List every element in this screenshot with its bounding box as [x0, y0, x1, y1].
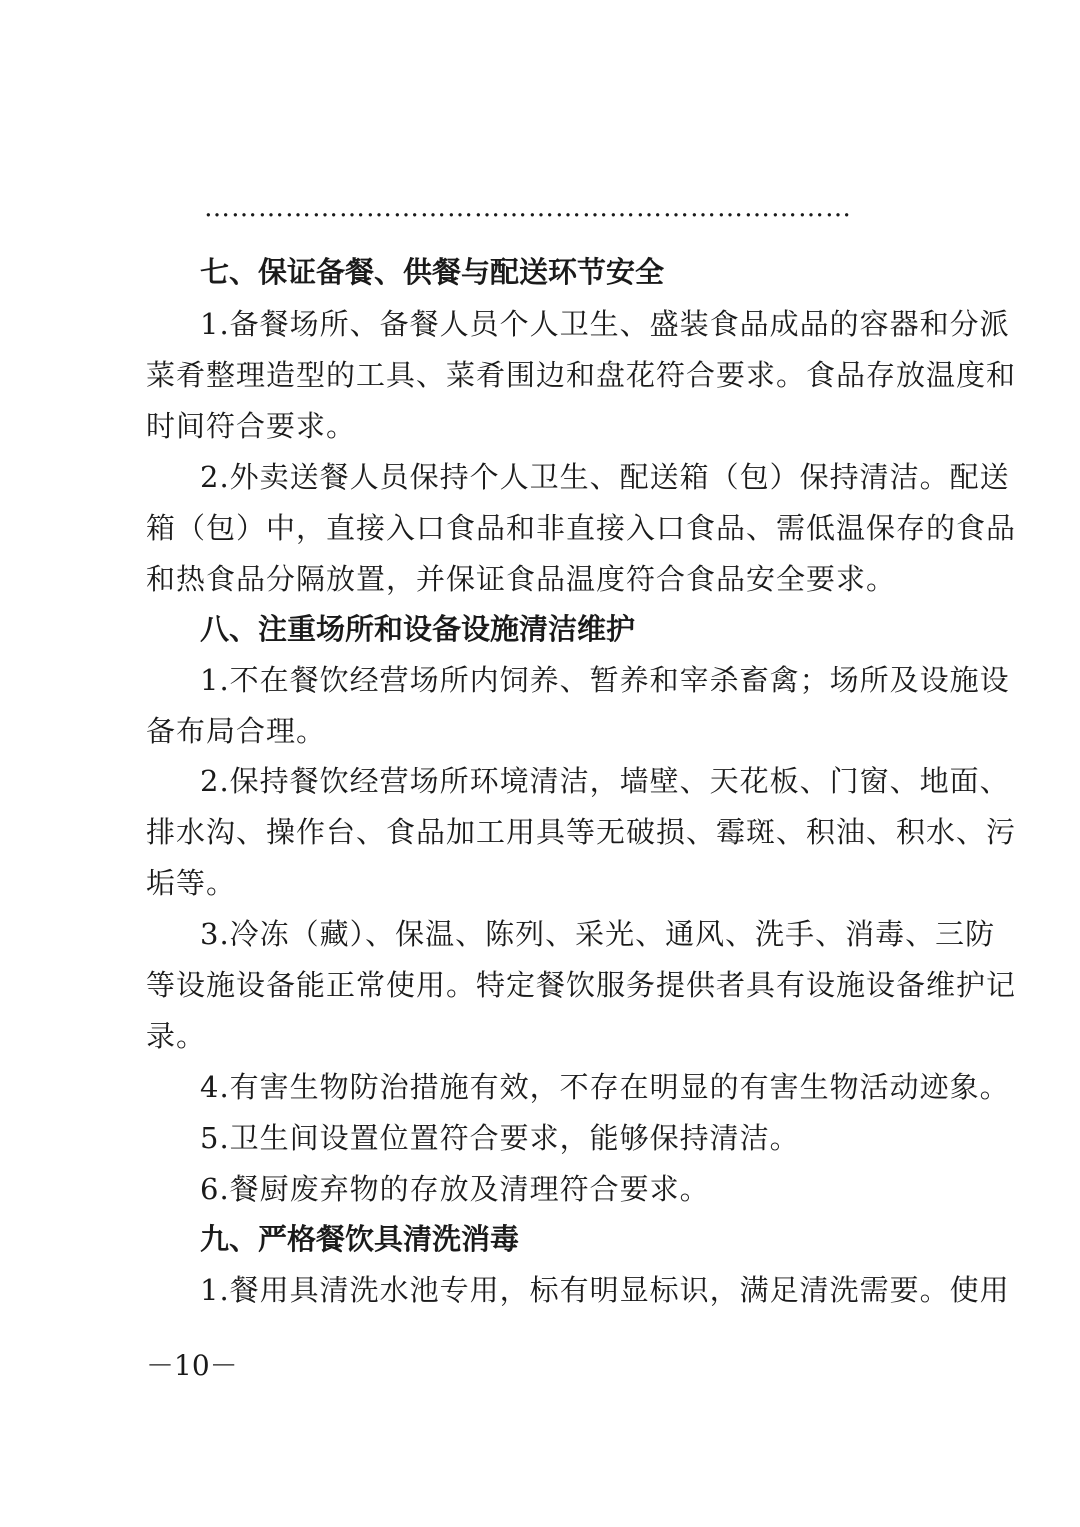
paragraph-line: 排水沟、操作台、食品加工用具等无破损、霉斑、积油、积水、污 [146, 815, 1017, 849]
paragraph-line: 1.不在餐饮经营场所内饲养、暂养和宰杀畜禽；场所及设施设 [200, 663, 1010, 697]
paragraph-line: 1.餐用具清洗水池专用，标有明显标识，满足清洗需要。使用 [200, 1273, 1010, 1307]
paragraph-line: 4.有害生物防治措施有效，不存在明显的有害生物活动迹象。 [200, 1070, 1010, 1104]
section-heading-7: 七、保证备餐、供餐与配送环节安全 [200, 255, 665, 289]
paragraph-line: 等设施设备能正常使用。特定餐饮服务提供者具有设施设备维护记 [146, 968, 1017, 1002]
paragraph-line: 2.外卖送餐人员保持个人卫生、配送箱（包）保持清洁。配送 [200, 460, 1010, 494]
paragraph-line: 菜肴整理造型的工具、菜肴围边和盘花符合要求。食品存放温度和 [146, 358, 1017, 392]
paragraph-line: 2.保持餐饮经营场所环境清洁，墙壁、天花板、门窗、地面、 [200, 764, 1010, 798]
paragraph-line: 和热食品分隔放置，并保证食品温度符合食品安全要求。 [146, 562, 897, 596]
paragraph-line: 时间符合要求。 [146, 409, 357, 443]
paragraph-line: 录。 [146, 1019, 207, 1053]
page-number: －10－ [146, 1349, 238, 1382]
paragraph-line: 3.冷冻（藏）、保温、陈列、采光、通风、洗手、消毒、三防 [200, 917, 996, 951]
ellipsis-separator: ……………………………………………………………… [204, 198, 852, 218]
section-heading-9: 九、严格餐饮具清洗消毒 [200, 1222, 520, 1256]
paragraph-line: 6.餐厨废弃物的存放及清理符合要求。 [200, 1172, 710, 1206]
section-heading-8: 八、注重场所和设备设施清洁维护 [200, 612, 636, 646]
paragraph-line: 1.备餐场所、备餐人员个人卫生、盛装食品成品的容器和分派 [200, 307, 1010, 341]
paragraph-line: 箱（包）中，直接入口食品和非直接入口食品、需低温保存的食品 [146, 511, 1017, 545]
paragraph-line: 垢等。 [146, 866, 237, 900]
paragraph-line: 5.卫生间设置位置符合要求，能够保持清洁。 [200, 1121, 800, 1155]
paragraph-line: 备布局合理。 [146, 714, 327, 748]
